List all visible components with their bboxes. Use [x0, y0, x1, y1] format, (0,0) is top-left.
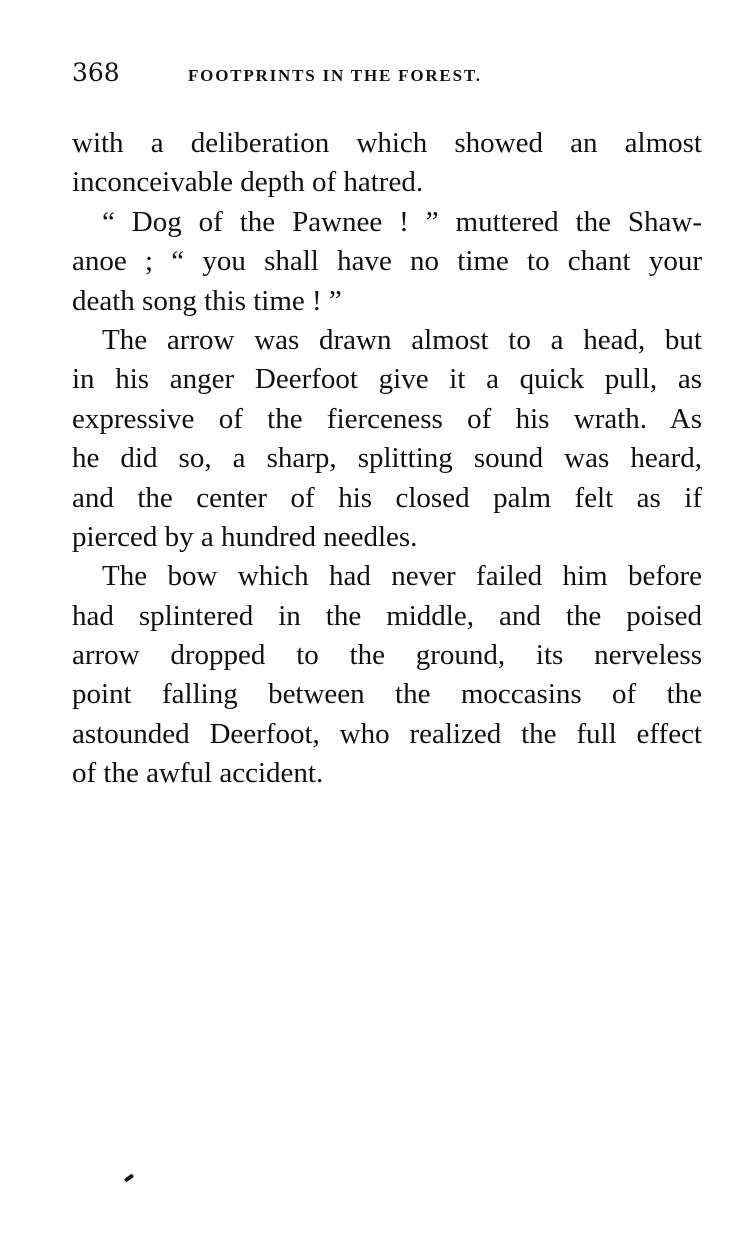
text-line: with a deliberation which showed an almost — [72, 127, 702, 159]
text-line: had splintered in the middle, and the poised — [72, 599, 702, 632]
text-line: expressive of the fierceness of his wrath. As — [72, 402, 702, 435]
paragraph-1 — [72, 124, 702, 203]
body-text — [72, 124, 702, 794]
running-head — [72, 58, 704, 94]
text-line: The bow which had never failed him before — [102, 560, 702, 593]
paragraph-4 — [72, 557, 702, 793]
text-line: in his anger Deerfoot give it a quick pull, as — [72, 363, 702, 396]
text-line: and the center of his closed palm felt as if — [72, 481, 702, 514]
text-line: of the awful accident. — [72, 757, 324, 790]
ink-speck — [124, 1173, 134, 1182]
text-line: he did so, a sharp, splitting sound was heard, — [72, 442, 702, 475]
text-line: astounded Deerfoot, who realized the full effect — [72, 717, 702, 750]
text-line: “ Dog of the Pawnee ! ” muttered the Shaw- — [102, 205, 702, 238]
text-line: The arrow was drawn almost to a head, but — [102, 323, 702, 356]
text-line: inconceivable depth of hatred. — [72, 166, 424, 199]
text-line: anoe ; “ you shall have no time to chant your — [72, 245, 702, 278]
paragraph-2 — [72, 203, 702, 321]
text-line: point falling between the moccasins of the — [72, 678, 702, 711]
text-line: death song this time ! ” — [72, 284, 342, 317]
text-line: pierced by a hundred needles. — [72, 520, 418, 553]
page-number: 368 — [72, 58, 120, 87]
running-title: FOOTPRINTS IN THE FOREST. — [188, 66, 482, 85]
text-line: arrow dropped to the ground, its nerveless — [72, 639, 702, 672]
paragraph-3 — [72, 321, 702, 557]
